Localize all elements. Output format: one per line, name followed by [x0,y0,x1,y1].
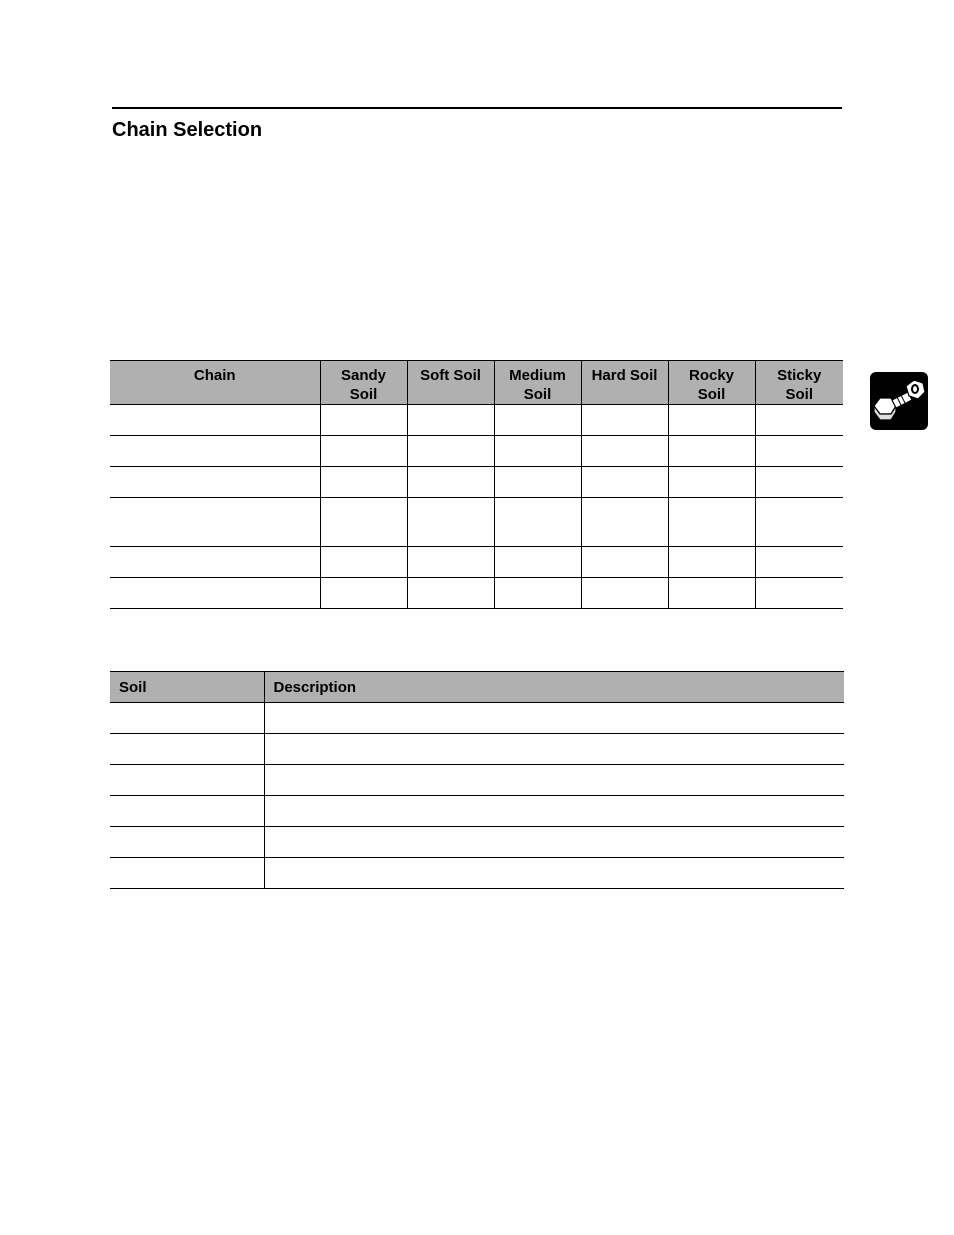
bolt-nut-icon [870,372,928,430]
header-medium-soil: Medium Soil [494,361,581,405]
table-row [110,734,844,765]
table-header-row [110,672,844,703]
table-row [110,547,843,578]
header-soil: Soil [110,672,264,703]
table-header-row [110,361,843,405]
header-description: Description [264,672,844,703]
table-row [110,436,843,467]
table-row [110,765,844,796]
table-row [110,578,843,609]
header-hard-soil: Hard Soil [581,361,668,405]
table-row [110,703,844,734]
table-row [110,858,844,889]
header-sticky-soil: Sticky Soil [755,361,843,405]
table-row [110,405,843,436]
header-rocky-soil: Rocky Soil [668,361,755,405]
top-rule [112,107,842,109]
header-chain: Chain [110,361,320,405]
table-row [110,827,844,858]
soil-description-table [110,671,844,889]
table-row [110,467,843,498]
page-title: Chain Selection [112,119,263,141]
table-row [110,498,843,547]
chain-selection-table [110,360,843,609]
header-soft-soil: Soft Soil [407,361,494,405]
header-sandy-soil: Sandy Soil [320,361,407,405]
table-row [110,796,844,827]
